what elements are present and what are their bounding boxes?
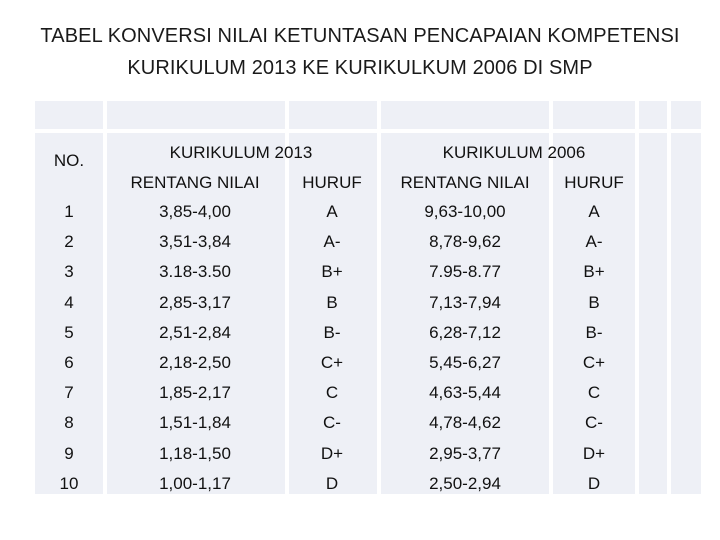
cell-no: 4 — [64, 292, 74, 312]
cell-huruf-2013: D — [325, 473, 339, 493]
header-huruf-2013: HURUF — [302, 173, 362, 192]
cell-huruf-2006: B- — [585, 322, 603, 342]
cell-rentang-2013: 3,85-4,00 — [159, 202, 231, 221]
cell-huruf-2006: B — [588, 292, 600, 312]
cell-huruf-2006: B+ — [583, 262, 605, 282]
cell-huruf-2013: B+ — [321, 262, 343, 282]
header-rentang-nilai-2013: RENTANG NILAI — [130, 173, 260, 192]
cell-rentang-2013: 2,51-2,84 — [159, 322, 231, 342]
cell-no: 10 — [59, 473, 79, 493]
cell-no: 6 — [64, 353, 74, 372]
title-line-1: TABEL KONVERSI NILAI KETUNTASAN PENCAPAIAN KOMPETENSI — [40, 25, 680, 47]
cell-huruf-2013: A — [326, 202, 338, 221]
page-title — [0, 20, 720, 84]
row-divider — [35, 129, 701, 133]
cell-rentang-2013: 1,18-1,50 — [159, 443, 231, 463]
cell-rentang-2006: 8,78-9,62 — [429, 232, 501, 252]
cell-huruf-2006: C- — [585, 413, 603, 433]
cell-no: 8 — [64, 413, 74, 433]
cell-rentang-2006: 2,50-2,94 — [429, 473, 501, 493]
cell-huruf-2013: C- — [323, 413, 341, 433]
cell-rentang-2013: 1,85-2,17 — [159, 383, 231, 403]
cell-huruf-2006: C — [587, 383, 601, 403]
cell-rentang-2013: 2,18-2,50 — [159, 353, 231, 372]
cell-rentang-2006: 9,63-10,00 — [424, 202, 506, 221]
cell-huruf-2013: C — [325, 383, 339, 403]
cell-huruf-2013: D+ — [320, 443, 344, 463]
header-no: NO. — [53, 151, 85, 170]
cell-no: 2 — [64, 232, 74, 252]
column-divider — [103, 101, 107, 494]
cell-rentang-2006: 2,95-3,77 — [429, 443, 501, 463]
cell-no: 9 — [64, 443, 74, 463]
cell-rentang-2006: 6,28-7,12 — [429, 322, 501, 342]
cell-huruf-2013: B — [326, 292, 338, 312]
cell-huruf-2013: B- — [323, 322, 341, 342]
cell-no: 1 — [64, 202, 74, 221]
conversion-table — [35, 101, 701, 494]
title-line-2: KURIKULUM 2013 KE KURIKULKUM 2006 DI SMP — [127, 57, 593, 79]
cell-huruf-2006: D+ — [582, 443, 606, 463]
header-kurikulum-2013: KURIKULUM 2013 — [169, 143, 313, 162]
cell-rentang-2006: 7.95-8.77 — [429, 262, 501, 282]
cell-huruf-2006: A — [588, 202, 600, 221]
cell-huruf-2013: A- — [323, 232, 341, 252]
cell-rentang-2006: 4,78-4,62 — [429, 413, 501, 433]
cell-rentang-2013: 3,51-3,84 — [159, 232, 231, 252]
cell-rentang-2013: 1,00-1,17 — [159, 473, 231, 493]
cell-rentang-2013: 1,51-1,84 — [159, 413, 231, 433]
cell-no: 7 — [64, 383, 74, 403]
header-rentang-nilai-2006: RENTANG NILAI — [400, 173, 530, 192]
cell-huruf-2006: A- — [585, 232, 603, 252]
cell-no: 3 — [64, 262, 74, 282]
header-huruf-2006: HURUF — [564, 173, 624, 192]
cell-rentang-2013: 3.18-3.50 — [159, 262, 231, 282]
cell-huruf-2006: D — [587, 473, 601, 493]
cell-rentang-2006: 7,13-7,94 — [429, 292, 501, 312]
cell-rentang-2006: 4,63-5,44 — [429, 383, 501, 403]
cell-huruf-2013: C+ — [320, 353, 344, 372]
header-kurikulum-2006: KURIKULUM 2006 — [442, 143, 586, 162]
cell-rentang-2006: 5,45-6,27 — [429, 353, 501, 372]
cell-no: 5 — [64, 322, 74, 342]
column-divider — [667, 101, 671, 494]
cell-rentang-2013: 2,85-3,17 — [159, 292, 231, 312]
cell-huruf-2006: C+ — [582, 353, 606, 372]
